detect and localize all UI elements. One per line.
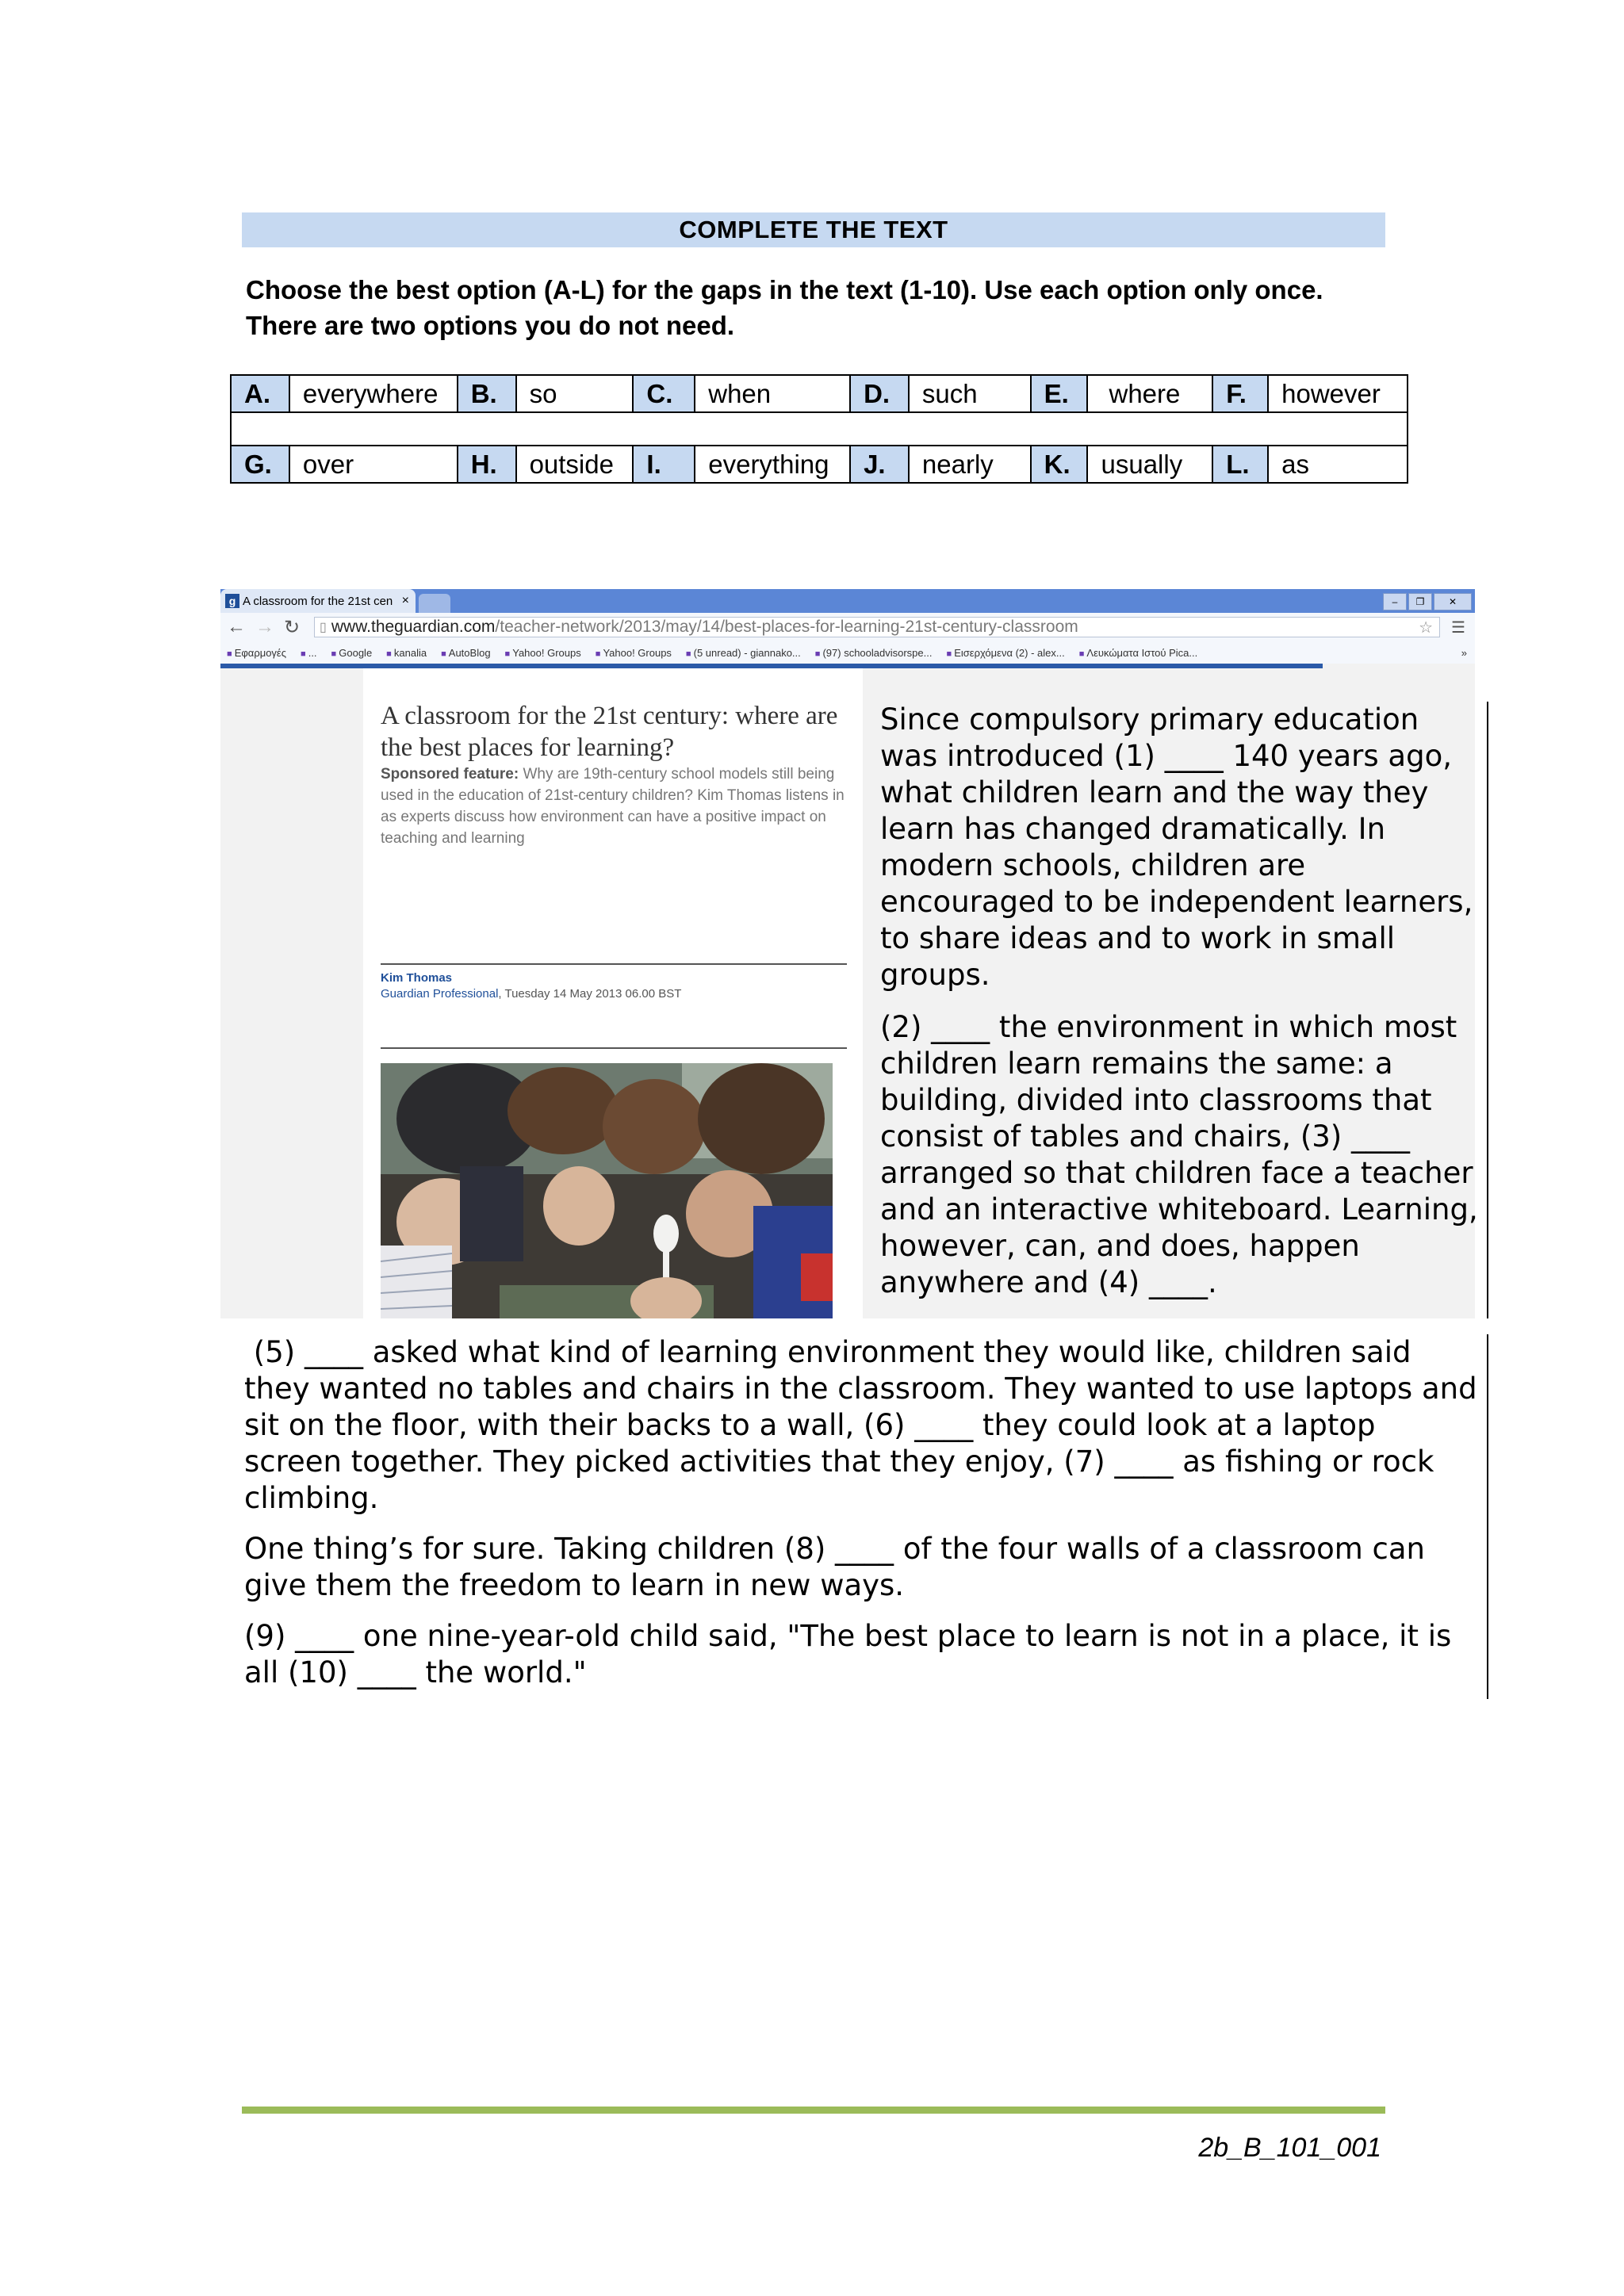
option-word: over <box>289 446 458 483</box>
option-word: everywhere <box>289 375 458 412</box>
new-tab-button[interactable] <box>419 594 450 613</box>
bookmark-item[interactable]: ■ AutoBlog <box>441 647 490 659</box>
bookmark-item[interactable]: ■ ... <box>301 647 317 659</box>
option-letter: B. <box>458 375 516 412</box>
url-field[interactable] <box>314 617 1440 637</box>
margin-line <box>1487 1334 1488 1699</box>
divider <box>381 963 847 965</box>
bookmark-item[interactable]: ■ Λευκώματα Ιστού Pica... <box>1079 647 1198 659</box>
article-standfirst <box>381 763 848 849</box>
bookmark-item[interactable]: ■ Εφαρμογές <box>227 647 286 659</box>
options-table <box>230 374 1408 484</box>
article-title[interactable]: A classroom for the 21st century: where are the best places for learning? <box>381 702 838 762</box>
option-word: such <box>909 375 1031 412</box>
options-row-2 <box>231 446 1408 483</box>
url-domain: www.theguardian.com <box>331 618 496 636</box>
publisher-link[interactable]: Guardian Professional <box>381 987 499 1001</box>
sponsor-label: Sponsored feature: <box>381 766 519 783</box>
forward-icon[interactable]: → <box>255 616 274 637</box>
option-letter: D. <box>850 375 909 412</box>
url-path: /teacher-network/2013/may/14/best-places-for-learning-21st-century-classroom <box>495 618 1078 636</box>
paragraph-5: (9) ____ one nine-year-old child said, "The best place to learn is not in a place, it is all (10) ____ the world." <box>244 1619 1452 1689</box>
guardian-favicon-icon: g <box>225 594 239 608</box>
option-letter: J. <box>850 446 909 483</box>
bookmarks-more-icon[interactable]: » <box>1461 646 1467 659</box>
minimize-icon[interactable]: – <box>1383 593 1407 610</box>
page-code: 2b_B_101_001 <box>1198 2133 1381 2163</box>
option-word: when <box>695 375 850 412</box>
options-row-1 <box>231 375 1408 412</box>
divider <box>381 1047 847 1049</box>
option-letter: A. <box>231 375 289 412</box>
options-spacer-row <box>231 412 1408 446</box>
paragraph-2: (2) ____ the environment in which most children learn remains the same: a building, divided into classrooms that consist of tables and chairs, (3) ____ arranged so that children face a teacher and an interactive whiteboard. Learning, however, can, and does, happen anywhere and (4) ____. <box>880 1010 1478 1299</box>
maximize-icon[interactable]: ❐ <box>1408 593 1432 610</box>
paragraph-4: One thing’s for sure. Taking children (8) ____ of the four walls of a classroom can give them the freedom to learn in new ways. <box>244 1532 1425 1602</box>
instructions <box>246 272 1404 343</box>
option-word: so <box>516 375 634 412</box>
bookmark-item[interactable]: ■ Yahoo! Groups <box>505 647 581 659</box>
instructions-line-2: There are two options you do not need. <box>246 311 735 340</box>
option-letter: K. <box>1031 446 1088 483</box>
page-icon: ▯ <box>320 621 327 634</box>
tab-title: A classroom for the 21st cen <box>243 594 393 608</box>
option-letter: L. <box>1212 446 1268 483</box>
option-word: usually <box>1087 446 1212 483</box>
tab-close-icon[interactable]: × <box>401 594 409 607</box>
bookmark-item[interactable]: ■ kanalia <box>386 647 427 659</box>
reload-icon[interactable]: ↻ <box>284 617 301 638</box>
bookmark-item[interactable]: ■ (5 unread) - giannako... <box>686 647 801 659</box>
instructions-line-1: Choose the best option (A-L) for the gaps in the text (1-10). Use each option only once. <box>246 275 1323 304</box>
back-icon[interactable]: ← <box>227 616 246 637</box>
bookmark-item[interactable]: ■ Yahoo! Groups <box>596 647 672 659</box>
passage-part-2 <box>244 1334 1487 1705</box>
footer-rule <box>242 2107 1385 2114</box>
article-photo <box>381 1063 833 1318</box>
paragraph-1: Since compulsory primary education was introduced (1) ____ 140 years ago, what children learn and the way they learn has changed dramatically. In modern schools, children are encouraged to be independent learners, to share ideas and to work in small groups. <box>880 702 1473 992</box>
bookmark-item[interactable]: ■ Google <box>331 647 373 659</box>
article-panel <box>363 668 863 1318</box>
menu-icon[interactable]: ☰ <box>1451 619 1465 637</box>
article-byline <box>381 987 681 1001</box>
bookmark-item[interactable]: ■ Εισερχόμενα (2) - alex... <box>946 647 1064 659</box>
children-photo-image <box>381 1063 833 1318</box>
author-link[interactable]: Kim Thomas <box>381 971 453 985</box>
publish-date: , Tuesday 14 May 2013 06.00 BST <box>498 987 682 1001</box>
option-letter: C. <box>633 375 695 412</box>
option-letter: H. <box>458 446 516 483</box>
option-word: nearly <box>909 446 1031 483</box>
option-word: however <box>1268 375 1408 412</box>
sponsor-text: Why are 19th-century school models still being used in the education of 21st-century children? Kim Thomas listens in as experts discuss how environment can have a positive impact on teaching and learning <box>381 766 845 847</box>
bookmark-item[interactable]: ■ (97) schooladvisorspe... <box>815 647 933 659</box>
paragraph-3: (5) ____ asked what kind of learning environment they would like, children said they wanted no tables and chairs in the classroom. They wanted to use laptops and sit on the floor, with their backs to a wall, (6) ____ they could look at a laptop screen together. They picked activities that they enjoy, (7) ____ as fishing or rock climbing. <box>244 1335 1487 1515</box>
option-word: outside <box>516 446 634 483</box>
browser-tab[interactable] <box>220 589 416 613</box>
option-letter: G. <box>231 446 289 483</box>
star-icon[interactable]: ☆ <box>1419 618 1433 637</box>
option-word: as <box>1268 446 1408 483</box>
section-title: COMPLETE THE TEXT <box>242 212 1385 247</box>
close-window-icon[interactable]: ✕ <box>1434 593 1472 610</box>
option-word: everything <box>695 446 850 483</box>
option-letter: E. <box>1031 375 1088 412</box>
bookmarks-bar <box>220 641 1475 664</box>
margin-line <box>1487 702 1488 1318</box>
option-word: where <box>1087 375 1212 412</box>
option-letter: F. <box>1212 375 1268 412</box>
passage-part-1 <box>880 702 1483 1317</box>
option-letter: I. <box>633 446 695 483</box>
